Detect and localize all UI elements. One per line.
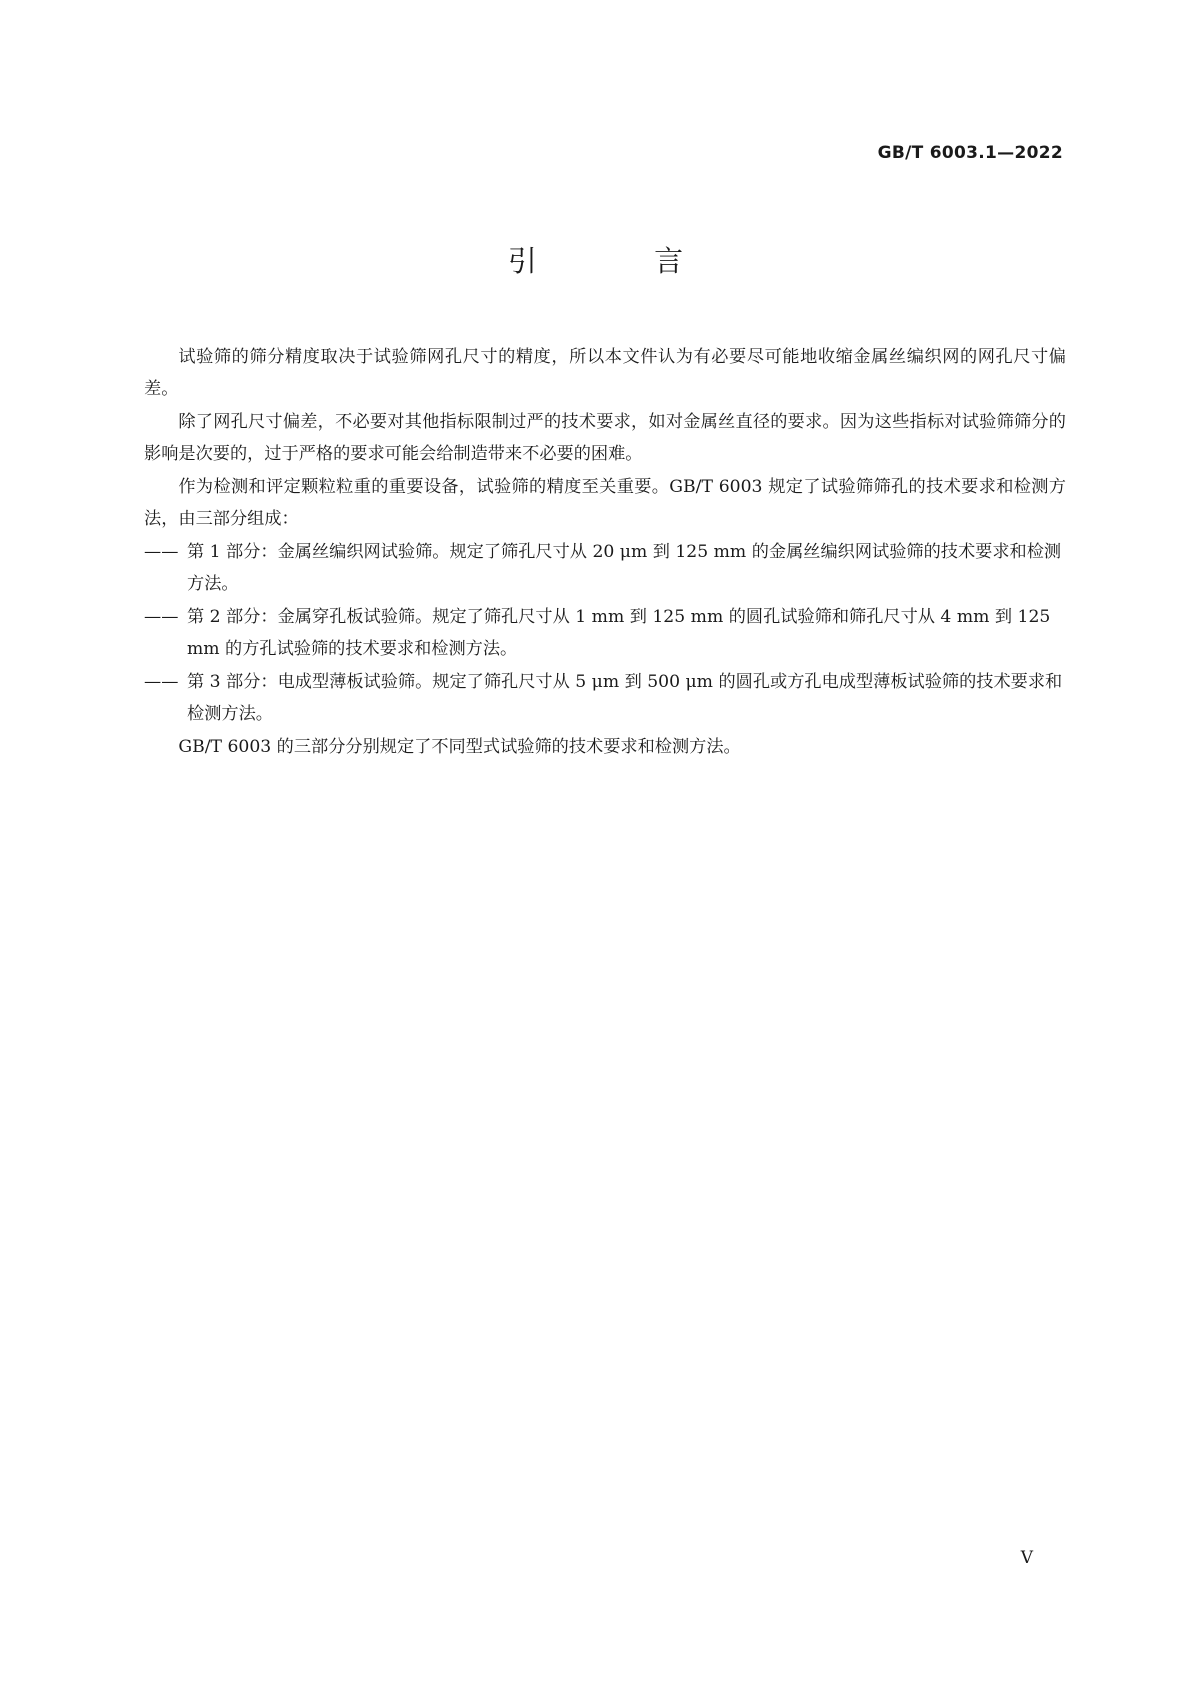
paragraph-2: 除了网孔尺寸偏差，不必要对其他指标限制过严的技术要求，如对金属丝直径的要求。因为这些指标对试验筛筛分的影响是次要的，过于严格的要求可能会给制造带来不必要的困难。 — [144, 412, 1066, 464]
list-item-text: 第 2 部分：金属穿孔板试验筛。规定了筛孔尺寸从 1 mm 到 125 mm 的圆孔试验筛和筛孔尺寸从 4 mm 到 125 mm 的方孔试验筛的技术要求和检测方法。 — [187, 607, 1051, 659]
page-title — [0, 244, 1191, 278]
body-text — [144, 342, 1066, 766]
standard-number: GB/T 6003.1—2022 — [877, 143, 1063, 163]
paragraph-3: 作为检测和评定颗粒粒重的重要设备，试验筛的精度至关重要。GB/T 6003 规定了试验筛筛孔的技术要求和检测方法，由三部分组成： — [144, 477, 1066, 529]
list-item-part-3 — [144, 667, 1066, 730]
list-dash: —— — [144, 542, 179, 562]
page-number: V — [1020, 1548, 1033, 1568]
paragraph-1: 试验筛的筛分精度取决于试验筛网孔尺寸的精度，所以本文件认为有必要尽可能地收缩金属丝编织网的网孔尺寸偏差。 — [144, 347, 1066, 399]
list-item-part-2 — [144, 602, 1066, 665]
list-item-text: 第 1 部分：金属丝编织网试验筛。规定了筛孔尺寸从 20 μm 到 125 mm 的金属丝编织网试验筛的技术要求和检测方法。 — [187, 542, 1062, 594]
list-dash: —— — [144, 607, 179, 627]
list-dash: —— — [144, 672, 179, 692]
list-item-part-1 — [144, 537, 1066, 600]
closing-paragraph: GB/T 6003 的三部分分别规定了不同型式试验筛的技术要求和检测方法。 — [178, 737, 741, 757]
list-item-text: 第 3 部分：电成型薄板试验筛。规定了筛孔尺寸从 5 μm 到 500 μm 的圆孔或方孔电成型薄板试验筛的技术要求和检测方法。 — [187, 672, 1063, 724]
page-title-text: 引 言 — [507, 244, 738, 278]
